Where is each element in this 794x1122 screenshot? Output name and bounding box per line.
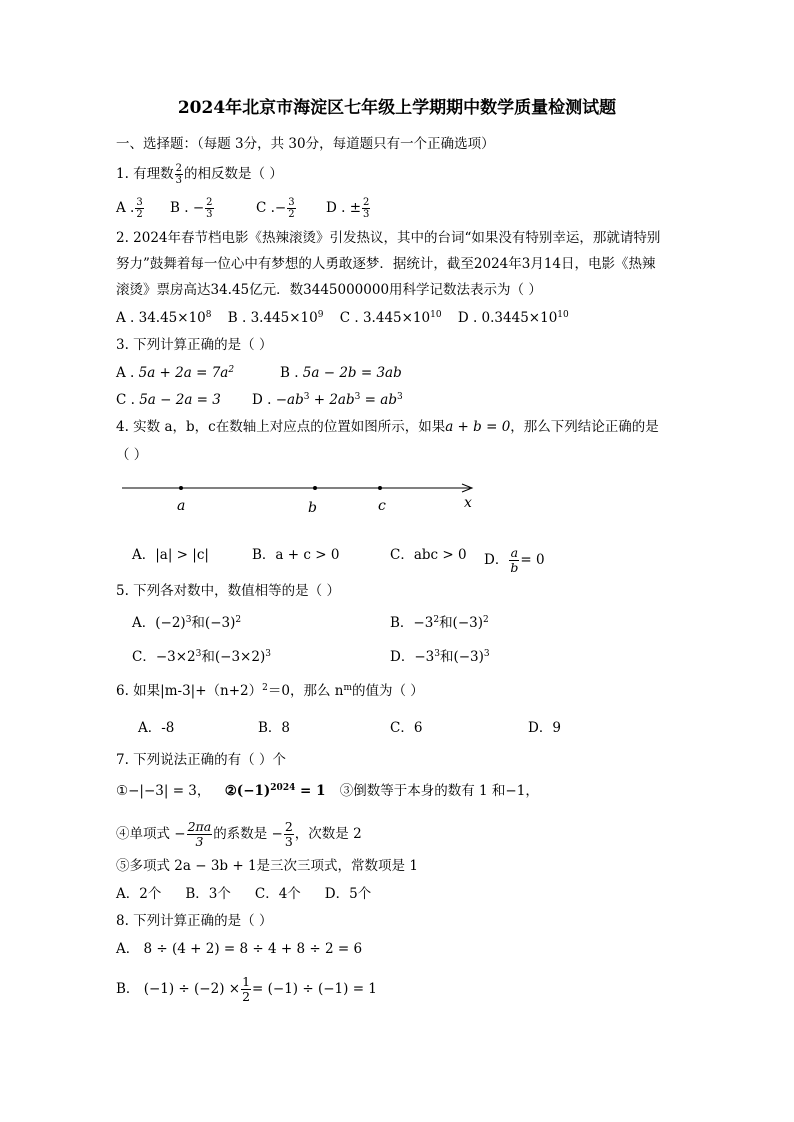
question-5-option-b: B．$-3^2$和$(-3)^2$: [390, 615, 489, 631]
question-2-options: A . $34.45\times 10^8$ B . $3.445\times 10^9$ C . $3.445\times 10^{10}$ D . $0.3445\times 10^{10}$: [116, 310, 569, 326]
question-8-option-b: B． (−1) ÷ (−2) × $\frac{1}{2}$ = (−1) ÷ (−1) = 1: [116, 974, 377, 1004]
fraction: $\frac{2}{3}$: [206, 197, 213, 220]
question-1-option-c: C .− $\frac{3}{2}$: [256, 197, 295, 220]
question-7-statement-4: ④单项式 − $\frac{2\pi a}{3}$ 的系数是 − $\frac{2}{3}$ ，次数是 2: [116, 819, 362, 849]
question-7-options: A．2个 B．3个 C．4个 D．5个: [116, 886, 372, 902]
question-1-option-a: A . $\frac{3}{2}$: [116, 197, 143, 220]
question-4-option-d: D． $\frac{a}{b}$ = 0: [484, 545, 545, 575]
question-4-bracket: （ ）: [116, 447, 148, 463]
fraction: $\frac{2}{3}$: [363, 197, 370, 220]
question-3-option-c: C . 5a − 2a = 3: [116, 392, 221, 408]
question-5-option-a: A．$(-2)^3$和$(-3)^2$: [132, 615, 242, 631]
point-c: [378, 486, 382, 490]
question-4-option-c: C．abc > 0: [390, 547, 467, 563]
fraction: $\frac{2}{3}$: [284, 819, 293, 849]
question-2-line-2: 努力”鼓舞着每一位心中有梦想的人勇敢逐梦．据统计，截至2024年3月14日，电影《热辣: [116, 256, 656, 272]
question-5-stem: 5. 下列各对数中，数值相等的是（ ）: [116, 583, 340, 599]
question-7-stem: 7. 下列说法正确的有（ ）个: [116, 752, 286, 768]
question-5-option-d: D．$-3^3$和$(-3)^3$: [390, 649, 490, 665]
fraction: $\frac{3}{2}$: [136, 197, 143, 220]
fraction: $\frac{a}{b}$: [510, 545, 519, 575]
question-8-stem: 8. 下列计算正确的是（ ）: [116, 913, 273, 929]
point-a: [179, 486, 183, 490]
question-5-option-c: C．$-3\times 2^3$和$(-3\times 2)^3$: [132, 649, 271, 665]
question-4-stem: 4. 实数 a，b，c在数轴上对应点的位置如图所示，如果a + b = 0，那么下列结论正确的是: [116, 419, 659, 435]
question-3-option-b: B . 5a − 2b = 3ab: [280, 365, 402, 381]
question-3-option-d: D . $-ab^3 + 2ab^3 = ab^3$: [252, 392, 403, 408]
section-heading: 一、选择题：（每题 3分，共 30分，每道题只有一个正确选项）: [116, 136, 495, 152]
fraction: $\frac{2\pi a}{3}$: [187, 819, 212, 849]
label-b: b: [308, 500, 317, 516]
question-4-option-b: B．a + c > 0: [252, 547, 340, 563]
question-1-stem: 1. 有理数 $\frac{2}{3}$ 的相反数是（ ）: [116, 163, 283, 186]
question-6-stem: 6. 如果$|m-3|+(n+2)^2=0$，那么 $n^m$的值为（ ）: [116, 683, 424, 699]
fraction: $\frac{2}{3}$: [175, 163, 183, 186]
number-line-figure: [118, 474, 488, 524]
question-4-option-a: A．|a| > |c|: [132, 547, 209, 563]
question-6-option-d: D．9: [528, 720, 561, 736]
question-7-statement-5: ⑤多项式 2a − 3b + 1是三次三项式，常数项是 1: [116, 858, 418, 874]
question-8-option-a: A． 8 ÷ (4 + 2) = 8 ÷ 4 + 8 ÷ 2 = 6: [116, 941, 363, 957]
question-6-option-b: B．8: [258, 720, 291, 736]
page-title: 2024年北京市海淀区七年级上学期期中数学质量检测试题: [177, 98, 617, 118]
question-6-option-a: A．-8: [138, 720, 175, 736]
question-2-line-3: 滚烫》票房高达34.45亿元．数3445000000用科学记数法表示为（ ）: [116, 282, 542, 298]
label-a: a: [177, 498, 186, 514]
question-7-statements-1-3: ①−|−3| = 3， $②(-1)^{2024} = 1$ ③倒数等于本身的数有 1 和−1，: [116, 783, 539, 799]
question-6-option-c: C．6: [390, 720, 423, 736]
fraction: $\frac{3}{2}$: [288, 197, 295, 220]
question-3-stem: 3. 下列计算正确的是（ ）: [116, 337, 273, 353]
number-line-svg: [118, 474, 488, 524]
label-x: x: [464, 495, 472, 511]
question-2-line-1: 2. 2024年春节档电影《热辣滚烫》引发热议，其中的台词“如果没有特别幸运，那就请特别: [116, 230, 661, 246]
question-3-option-a: A . $5a + 2a = 7a^2$: [116, 365, 235, 381]
fraction: $\frac{1}{2}$: [242, 974, 251, 1004]
point-b: [313, 486, 317, 490]
question-1-option-d: D . ± $\frac{2}{3}$: [326, 197, 370, 220]
label-c: c: [378, 498, 386, 514]
question-1-option-b: B . − $\frac{2}{3}$: [170, 197, 213, 220]
